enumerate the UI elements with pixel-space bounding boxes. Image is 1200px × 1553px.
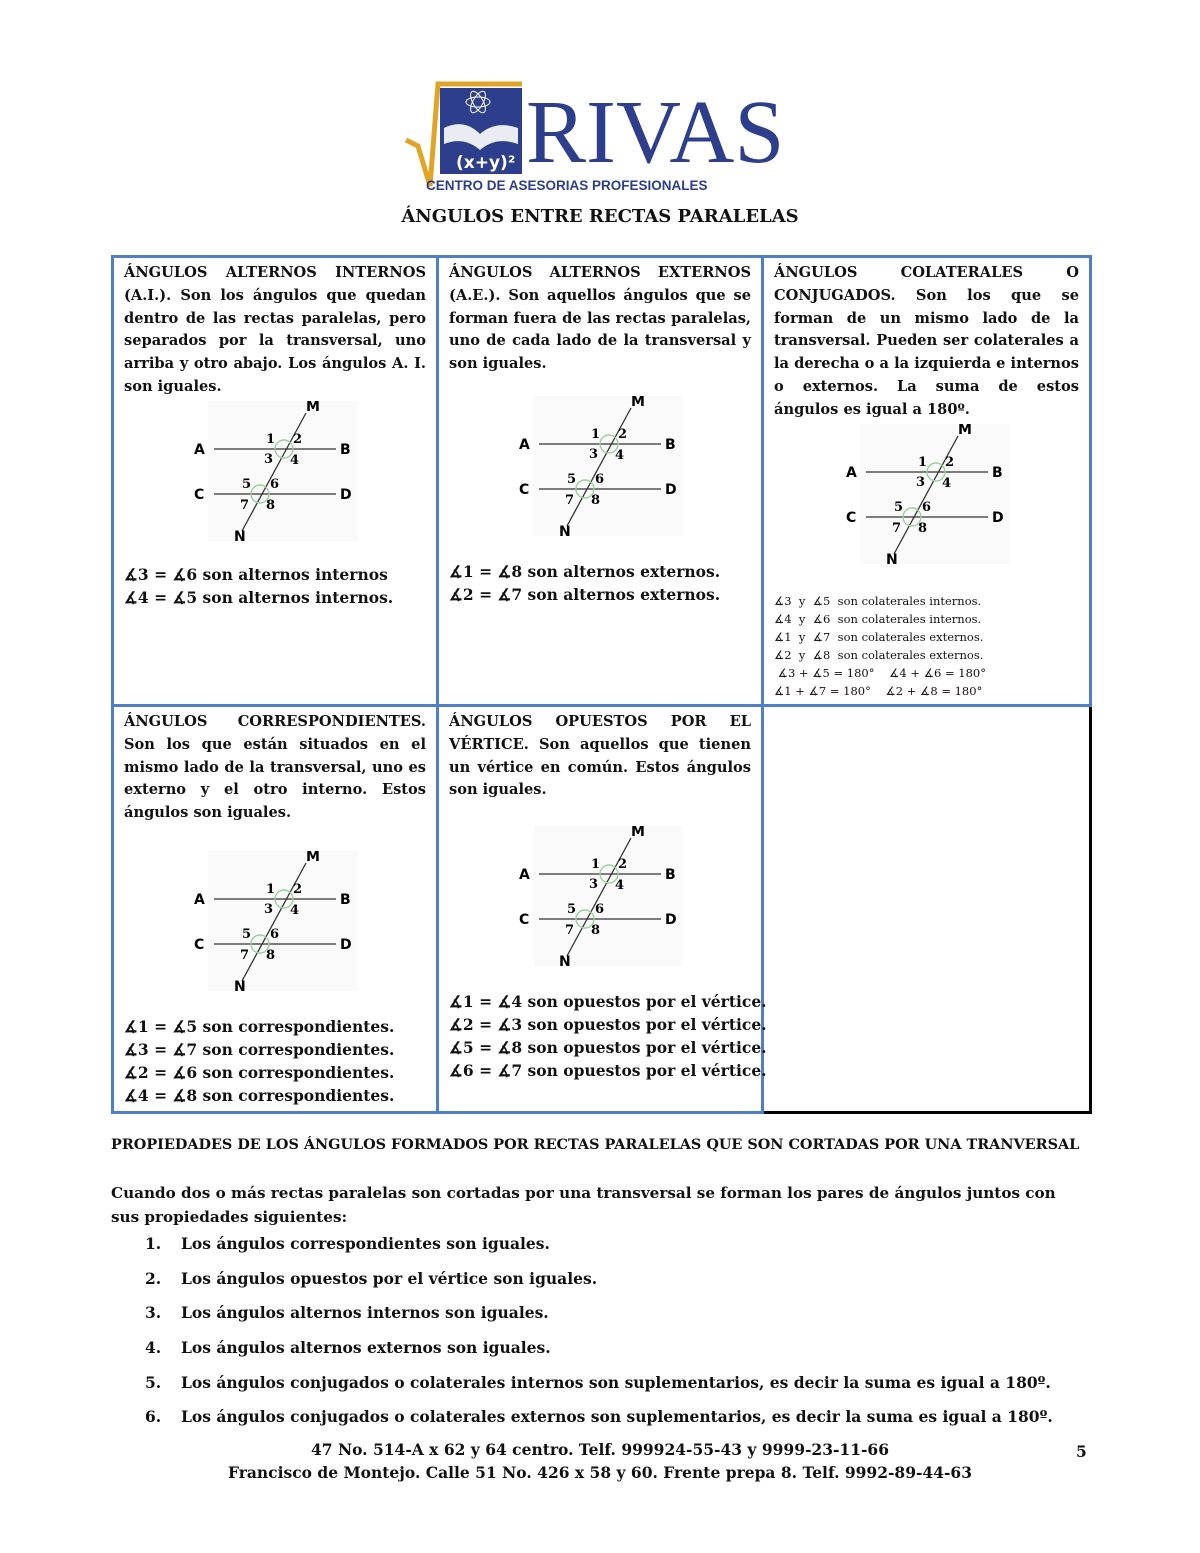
cell-text: Son aquellos que tienen un vértice en común. Estos ángulos son iguales. — [449, 735, 751, 799]
angle-2: 2 — [944, 454, 954, 470]
svg-text:CENTRO DE ASESORIAS PROFESIONA: CENTRO DE ASESORIAS PROFESIONALES — [426, 178, 708, 193]
section-heading: PROPIEDADES DE LOS ÁNGULOS FORMADOS POR RECTAS PARALELAS QUE SON CORTADAS POR UNA TRANVERSAL — [111, 1136, 1080, 1153]
label-c: C — [519, 912, 530, 929]
angles-table — [111, 255, 1092, 1114]
empty-cell — [763, 706, 1091, 1113]
equation: ∡3 = ∡6 son alternos internos — [124, 564, 388, 584]
equation: ∡1 y ∡7 son colaterales externos. — [774, 629, 984, 644]
angle-7: 7 — [565, 923, 575, 939]
equation: ∡4 y ∡6 son colaterales internos. — [774, 611, 982, 626]
diagram-svg — [515, 826, 685, 968]
label-a: A — [519, 867, 530, 884]
angle-3: 3 — [589, 877, 599, 893]
angle-7: 7 — [565, 492, 575, 508]
label-c: C — [194, 936, 205, 953]
angle-6: 6 — [595, 902, 605, 918]
label-a: A — [845, 464, 857, 481]
equation: ∡2 = ∡6 son correspondientes. — [124, 1062, 395, 1082]
angle-6: 6 — [921, 499, 931, 515]
label-b: B — [665, 436, 676, 453]
label-d: D — [340, 486, 352, 503]
label-d: D — [665, 481, 677, 498]
angle-5: 5 — [567, 471, 577, 487]
angle-4: 4 — [615, 447, 625, 463]
svg-text:(x+y)²: (x+y)² — [456, 153, 516, 173]
label-n: N — [885, 551, 898, 566]
cell-heading: ÁNGULOS OPUESTOS POR EL VÉRTICE. — [449, 713, 751, 753]
label-m: M — [306, 850, 320, 865]
equation: ∡1 = ∡4 son opuestos por el vértice. — [449, 992, 767, 1012]
label-c: C — [845, 509, 856, 526]
equation: ∡5 = ∡8 son opuestos por el vértice. — [449, 1038, 767, 1058]
equation: ∡6 = ∡7 son opuestos por el vértice. — [449, 1061, 767, 1081]
angle-7: 7 — [891, 520, 901, 536]
angle-6: 6 — [270, 926, 280, 942]
cell-text: Son aquellos ángulos que se forman fuera de las rectas paralelas, uno de cada lado de la transversal y son iguales. — [449, 286, 751, 373]
label-b: B — [340, 891, 351, 908]
angle-2: 2 — [293, 881, 303, 897]
label-d: D — [340, 936, 352, 953]
angle-5: 5 — [242, 476, 252, 492]
cell-heading: ÁNGULOS COLATERALES O CONJUGADOS. — [774, 264, 1079, 304]
angle-4: 4 — [290, 902, 300, 918]
parallel-lines-diagram — [449, 396, 751, 538]
label-m: M — [306, 400, 320, 415]
equation: ∡3 + ∡5 = 180° ∡4 + ∡6 = 180° — [774, 665, 986, 680]
equation: ∡1 = ∡8 son alternos externos. — [449, 561, 721, 581]
list-item: 3. Los ángulos alternos internos son iguales. — [145, 1303, 549, 1323]
angle-4: 4 — [615, 878, 625, 894]
angle-6: 6 — [270, 476, 280, 492]
label-b: B — [340, 441, 351, 458]
angle-6: 6 — [595, 471, 605, 487]
angle-1: 1 — [266, 431, 276, 447]
diagram-svg — [190, 851, 360, 993]
angle-8: 8 — [591, 923, 601, 939]
cell-description — [449, 711, 751, 802]
cell-description — [774, 262, 1079, 422]
angle-8: 8 — [266, 947, 276, 963]
label-d: D — [991, 509, 1004, 526]
angle-5: 5 — [242, 926, 252, 942]
cell-text: Son los que se forman de un mismo lado de la transversal. Pueden ser colaterales a la derecha o a la izquierda e internos o externos. La suma de estos ángulos es igual a 180º. — [774, 286, 1079, 418]
properties-list — [145, 1232, 1053, 1440]
label-d: D — [665, 912, 677, 929]
cell-alternos-externos — [438, 257, 763, 706]
diagram-svg — [515, 396, 685, 538]
label-m: M — [631, 826, 645, 841]
angle-4: 4 — [941, 475, 951, 491]
equation: ∡4 = ∡5 son alternos internos. — [124, 587, 394, 607]
equation: ∡2 y ∡8 son colaterales externos. — [774, 647, 984, 662]
angle-7: 7 — [240, 947, 250, 963]
angle-3: 3 — [264, 901, 274, 917]
angle-2: 2 — [618, 857, 628, 873]
parallel-lines-diagram — [124, 401, 426, 543]
equation: ∡3 y ∡5 son colaterales internos. — [774, 593, 982, 608]
page-number: 5 — [1076, 1442, 1087, 1461]
list-item: 4. Los ángulos alternos externos son iguales. — [145, 1338, 551, 1358]
label-c: C — [519, 481, 530, 498]
angle-5: 5 — [567, 902, 577, 918]
equation: ∡1 = ∡5 son correspondientes. — [124, 1016, 395, 1036]
cell-heading: ÁNGULOS CORRESPONDIENTES. — [124, 713, 426, 730]
footer-line-2: Francisco de Montejo. Calle 51 No. 426 x 58 y 60. Frente prepa 8. Telf. 9992-89-44-63 — [227, 1463, 973, 1482]
list-item: 5. Los ángulos conjugados o colaterales internos son suplementarios, es decir la suma es igual a 180º. — [145, 1372, 1051, 1392]
list-item: 2. Los ángulos opuestos por el vértice son iguales. — [145, 1268, 598, 1288]
intro-paragraph: Cuando dos o más rectas paralelas son cortadas por una transversal se forman los pares de ángulos juntos con sus propiedades siguientes: — [111, 1184, 1056, 1226]
footer-line-1: 47 No. 514-A x 62 y 64 centro. Telf. 999924-55-43 y 9999-23-11-66 — [310, 1440, 889, 1459]
cell-description — [124, 262, 426, 399]
label-n: N — [559, 523, 571, 538]
diagram-svg — [190, 401, 360, 543]
label-b: B — [991, 464, 1003, 481]
cell-text: Son los que están situados en el mismo lado de la transversal, uno es externo y el otro interno. Estos ángulos son iguales. — [124, 735, 426, 822]
angle-1: 1 — [266, 881, 276, 897]
label-m: M — [957, 423, 972, 438]
label-b: B — [665, 867, 676, 884]
equation: ∡2 = ∡7 son alternos externos. — [449, 584, 721, 604]
cell-heading: ÁNGULOS ALTERNOS INTERNOS (A.I.). — [124, 264, 426, 304]
cell-heading: ÁNGULOS ALTERNOS EXTERNOS (A.E.). — [449, 264, 751, 304]
label-a: A — [519, 436, 530, 453]
list-item: 1. Los ángulos correspondientes son iguales. — [145, 1234, 550, 1253]
angle-3: 3 — [915, 474, 925, 490]
angle-2: 2 — [618, 426, 628, 442]
angle-8: 8 — [917, 520, 927, 536]
angle-3: 3 — [264, 451, 274, 467]
cell-opuestos — [438, 706, 767, 1113]
angle-7: 7 — [240, 497, 250, 513]
list-item: 6. Los ángulos conjugados o colaterales externos son suplementarios, es decir la suma es igual a 180º. — [145, 1407, 1053, 1427]
parallel-lines-diagram — [124, 851, 426, 993]
label-a: A — [194, 441, 205, 458]
parallel-lines-diagram — [449, 826, 751, 968]
label-n: N — [234, 528, 246, 543]
cell-text: Son los ángulos que quedan dentro de las rectas paralelas, pero separados por la transversal, uno arriba y otro abajo. Los ángulos A. I. son iguales. — [124, 286, 426, 395]
equation: ∡4 = ∡8 son correspondientes. — [124, 1085, 395, 1105]
label-m: M — [631, 395, 645, 410]
angle-8: 8 — [591, 492, 601, 508]
angle-5: 5 — [893, 499, 903, 515]
parallel-lines-diagram — [774, 424, 1079, 566]
angle-2: 2 — [293, 431, 303, 447]
diagram-svg — [842, 424, 1012, 566]
cell-description — [449, 262, 751, 376]
label-a: A — [194, 891, 205, 908]
label-c: C — [194, 486, 205, 503]
cell-colaterales — [763, 257, 1091, 706]
label-n: N — [234, 978, 246, 993]
cell-description — [124, 711, 426, 825]
equation: ∡2 = ∡3 son opuestos por el vértice. — [449, 1015, 767, 1035]
angle-1: 1 — [917, 454, 927, 470]
angle-4: 4 — [290, 452, 300, 468]
rivas-logo — [404, 78, 794, 196]
angle-1: 1 — [591, 857, 601, 873]
cell-correspondientes — [113, 706, 438, 1113]
angle-8: 8 — [266, 497, 276, 513]
angle-3: 3 — [589, 446, 599, 462]
cell-alternos-internos — [113, 257, 438, 706]
page-title: ÁNGULOS ENTRE RECTAS PARALELAS — [401, 206, 799, 227]
equation: ∡3 = ∡7 son correspondientes. — [124, 1039, 395, 1059]
svg-text:RIVAS: RIVAS — [526, 83, 785, 182]
label-n: N — [559, 954, 571, 969]
angle-1: 1 — [591, 426, 601, 442]
equation: ∡1 + ∡7 = 180° ∡2 + ∡8 = 180° — [774, 683, 983, 698]
